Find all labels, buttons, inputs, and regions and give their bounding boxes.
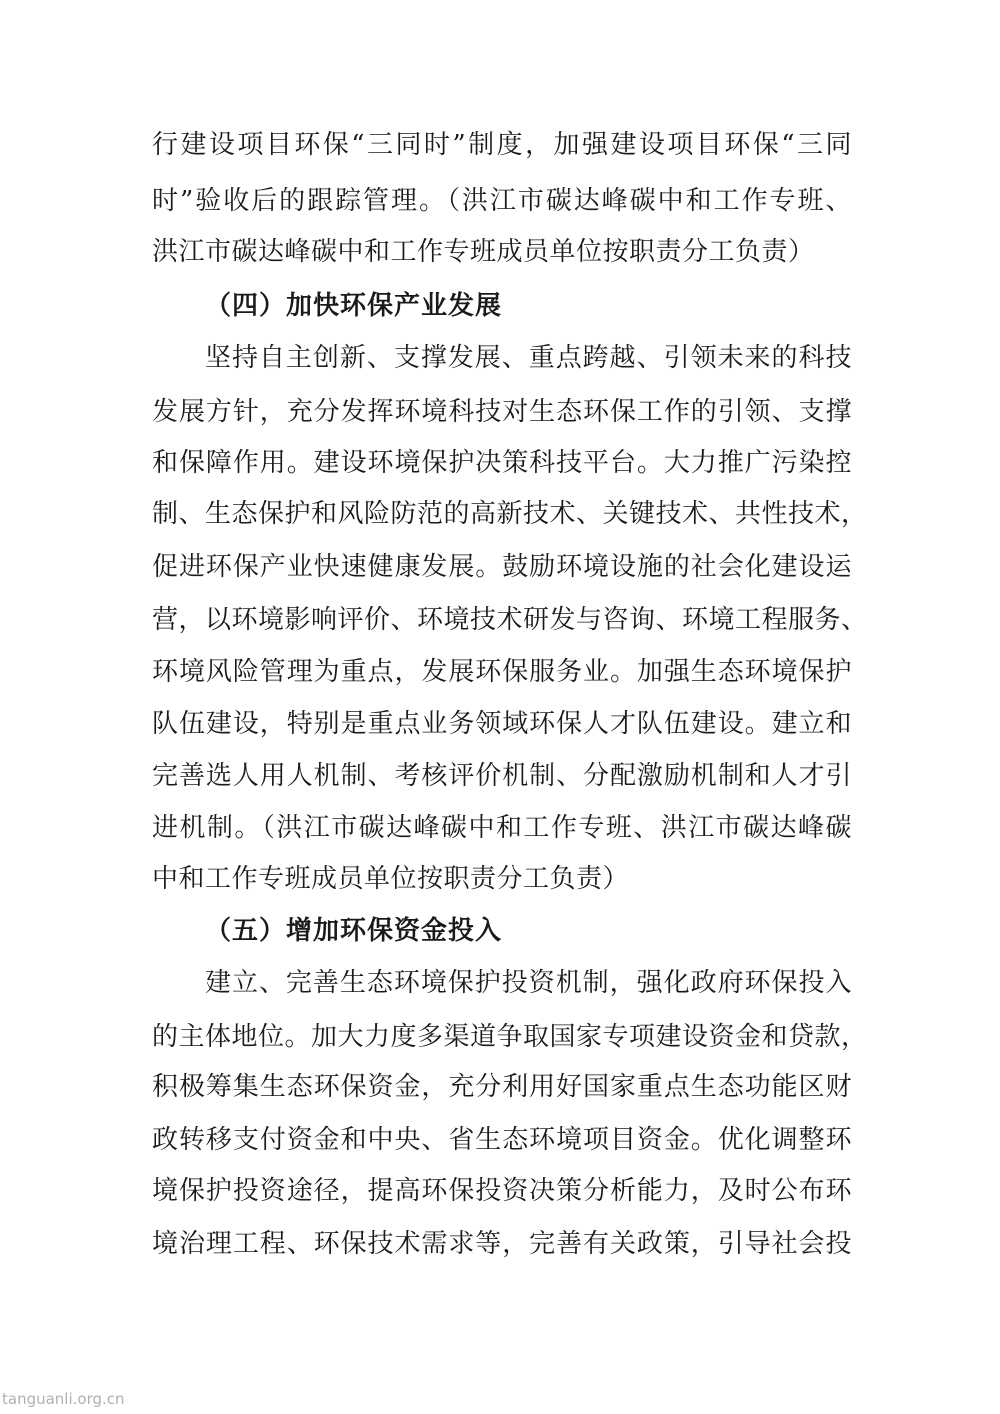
paragraph-line: 积极筹集生态环保资金，充分利用好国家重点生态功能区财 <box>152 1072 852 1102</box>
paragraph-line: 政转移支付资金和中央、省生态环境项目资金。优化调整环 <box>152 1125 852 1155</box>
paragraph-line: 行建设项目环保“三同时”制度，加强建设项目环保“三同 <box>152 130 852 160</box>
paragraph-line: 中和工作专班成员单位按职责分工负责） <box>152 864 630 894</box>
section-heading-5: （五）增加环保资金投入 <box>205 916 503 946</box>
paragraph-line: 建立、完善生态环境保护投资机制，强化政府环保投入 <box>205 968 852 998</box>
paragraph-line: 营，以环境影响评价、环境技术研发与咨询、环境工程服务、 <box>152 605 868 635</box>
paragraph-line: 发展方针，充分发挥环境科技对生态环保工作的引领、支撑 <box>152 397 852 427</box>
paragraph-line: 制、生态保护和风险防范的高新技术、关键技术、共性技术， <box>152 499 868 529</box>
paragraph-line: 境保护投资途径，提高环保投资决策分析能力，及时公布环 <box>152 1176 852 1206</box>
paragraph-line: 队伍建设，特别是重点业务领域环保人才队伍建设。建立和 <box>152 709 852 739</box>
paragraph-line: 坚持自主创新、支撑发展、重点跨越、引领未来的科技 <box>205 343 852 373</box>
paragraph-line: 境治理工程、环保技术需求等，完善有关政策，引导社会投 <box>152 1229 852 1259</box>
paragraph-line: 的主体地位。加大力度多渠道争取国家专项建设资金和贷款， <box>152 1022 868 1052</box>
section-heading-4: （四）加快环保产业发展 <box>205 291 503 321</box>
site-watermark: tanguanli.org.cn <box>2 1390 125 1408</box>
paragraph-line: 完善选人用人机制、考核评价机制、分配激励机制和人才引 <box>152 761 852 791</box>
paragraph-line: 进机制。（洪江市碳达峰碳中和工作专班、洪江市碳达峰碳 <box>152 813 852 843</box>
paragraph-line: 环境风险管理为重点，发展环保服务业。加强生态环境保护 <box>152 657 852 687</box>
paragraph-line: 促进环保产业快速健康发展。鼓励环境设施的社会化建设运 <box>152 552 852 582</box>
paragraph-line: 时”验收后的跟踪管理。（洪江市碳达峰碳中和工作专班、 <box>152 186 852 216</box>
paragraph-line: 洪江市碳达峰碳中和工作专班成员单位按职责分工负责） <box>152 237 815 267</box>
paragraph-line: 和保障作用。建设环境保护决策科技平台。大力推广污染控 <box>152 448 852 478</box>
